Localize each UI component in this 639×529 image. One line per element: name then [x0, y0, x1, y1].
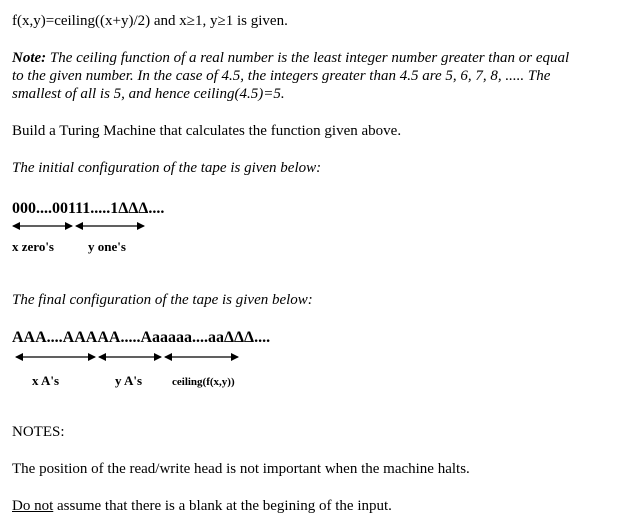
label-x-zeros: x zero's [12, 239, 54, 254]
initial-tape: 000....00111.....1ΔΔΔ.... [12, 200, 165, 217]
note-text-1: The ceiling function of a real number is the least integer number greater than or equal [49, 50, 570, 66]
note-line-3: smallest of all is 5, and hence ceiling(4.5)=5. [12, 86, 285, 102]
label-y-ones: y one's [88, 239, 126, 254]
final-tape: AAA....AAAAA.....Aaaaaa....aaΔΔΔ.... [12, 329, 271, 346]
note-line-2: to the given number. In the case of 4.5, the integers greater than 4.5 are 5, 6, 7, 8, ..... The [12, 68, 551, 84]
build-instruction: Build a Turing Machine that calculates the function given above. [12, 123, 402, 139]
initial-config-heading: The initial configuration of the tape is given below: [12, 160, 322, 176]
do-not-emphasis: Do not [12, 498, 54, 514]
label-x-as: x A's [32, 373, 60, 388]
label-ceiling: ceiling(f(x,y)) [172, 376, 235, 388]
note-label: Note: [12, 50, 47, 66]
notes-line-2-rest: assume that there is a blank at the begining of the input. [53, 498, 392, 514]
notes-line-1: The position of the read/write head is not important when the machine halts. [12, 461, 470, 477]
notes-heading: NOTES: [12, 424, 65, 440]
final-config-heading: The final configuration of the tape is given below: [12, 292, 313, 308]
label-y-as: y A's [115, 373, 143, 388]
formula-line: f(x,y)=ceiling((x+y)/2) and x≥1, y≥1 is given. [12, 13, 288, 29]
